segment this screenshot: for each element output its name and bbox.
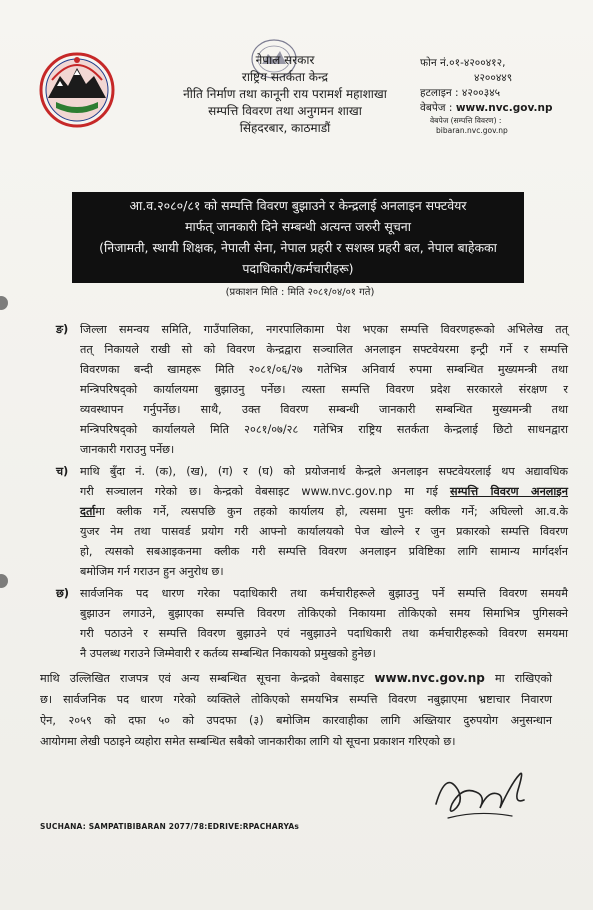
hotline-number: ४२००३४५ (461, 87, 501, 99)
closing-line: आयोगमा लेखी पठाइने व्यहोरा समेत सम्बन्धित सबैको जानकारीका लागि यो सूचना प्रकाशन गरिएको छ। (40, 735, 456, 748)
online-registration-link-cont[interactable]: दर्ता (80, 505, 96, 518)
website-label: वेबपेज : (420, 102, 453, 114)
signature-icon (428, 760, 538, 830)
email-link[interactable]: bibaran.nvc.gov.np (436, 126, 508, 135)
item-line: हो, त्यसको सबआइकनमा क्लीक गरी सम्पत्ति विवरण अनलाइन प्रविष्टिका लागि सामान्य मार्गदर्शन (80, 545, 568, 558)
item-line: सार्वजनिक पद धारण गरेका पदाधिकारी तथा कर्मचारीहरूले बुझाउनु पर्ने सम्पत्ति विवरण समयमै (80, 587, 568, 600)
banner-line: मार्फत् जानकारी दिने सम्बन्धी अत्यन्त जरुरी सूचना (185, 219, 411, 234)
publication-date: (प्रकाशन मिति : मिति २०८१/०४/०१ गते) (225, 287, 375, 298)
item-mark: च) (56, 465, 69, 478)
org-line-division: नीति निर्माण तथा कानूनी राय परामर्श महाशाखा (183, 87, 387, 101)
phone-number-2: ४२००४४९ (474, 72, 513, 84)
closing-line: छ। सार्वजनिक पद धारण गरेको व्यक्तिले तोकिएको समयभित्र सम्पत्ति विवरण नबुझाएमा भ्रष्टाचार निवारण (40, 693, 552, 706)
hotline-label: हटलाइन : (420, 87, 459, 99)
online-registration-link[interactable]: सम्पत्ति विवरण अनलाइन (450, 485, 568, 498)
item-line: तत् निकायले राखी सो को विवरण केन्द्रद्वारा सञ्चालित अनलाइन सफ्टवेयरमा इन्ट्री गर्ने र सम्पत्ति (80, 343, 568, 356)
website-link[interactable]: www.nvc.gov.np (455, 102, 553, 114)
email-label: वेबपेज (सम्पत्ति विवरण) : (430, 116, 502, 125)
item-line: गरी पठाउने र सम्पत्ति विवरण बुझाउने एवं नबुझाउने पदाधिकारी तथा कर्मचारीहरूको विवरण समयमा (80, 627, 568, 640)
item-line: बुझाउन लगाउने, बुझाएका सम्पत्ति विवरण तोकिएको निकायमा तोकिएको समय सिमाभित्र पुगिसक्ने (80, 607, 568, 620)
notice-title-banner (72, 192, 524, 283)
notice-items (56, 320, 568, 664)
binder-hole (0, 296, 8, 310)
phone-label: फोन नं. (420, 57, 450, 69)
website-link[interactable]: www.nvc.gov.np (374, 671, 485, 685)
binder-hole (0, 574, 8, 588)
item-text: मा क्लीक गर्ने, त्यसपछि कुन तहको कार्यालय हो, त्यसमा पुनः क्लीक गर्ने; अघिल्लो आ.व.के (95, 505, 568, 518)
item-line: माथि बुँदा नं. (क), (ख), (ग) र (घ) को प्रयोजनार्थ केन्द्रले अनलाइन सफ्टवेयरलाई थप अद्यावधिक (80, 465, 568, 478)
item-line: मन्त्रिपरिषद्को कार्यालयले मिति २०८१/०७/२८ गतेभित्र राष्ट्रिय सतर्कता केन्द्रलाई छिटो साधनद्वारा (80, 423, 568, 436)
item-line: जिल्ला समन्वय समिति, गाउँपालिका, नगरपालिकामा पेश भएका सम्पत्ति विवरणहरूको अभिलेख तत् (80, 323, 568, 336)
banner-line: पदाधिकारी/कर्मचारीहरू) (242, 261, 354, 276)
banner-line: आ.व.२०८०/८१ को सम्पत्ति विवरण बुझाउने र केन्द्रलाई अनलाइन सफ्टवेयर (129, 198, 467, 213)
item-line (80, 482, 568, 502)
list-item (56, 320, 568, 460)
org-line-center: राष्ट्रिय सतर्कता केन्द्र (241, 70, 329, 84)
office-header (150, 52, 420, 137)
list-item (56, 584, 568, 664)
closing-paragraph (40, 668, 552, 752)
item-mark: ङ) (56, 323, 69, 336)
closing-text: मा राखिएको (484, 672, 552, 685)
contact-block (420, 56, 580, 136)
item-line: बमोजिम गर्न गराउन हुन अनुरोध छ। (80, 565, 224, 578)
item-line (80, 502, 568, 522)
item-line: मन्त्रिपरिषद्को कार्यालयमा बुझाउनु पर्नेछ। त्यस्ता सम्पत्ति विवरण प्रदेश सरकारले संरक्षण र (80, 383, 568, 396)
closing-text: माथि उल्लिखित राजपत्र एवं अन्य सम्बन्धित सूचना केन्द्रको वेबसाइट (40, 672, 375, 685)
closing-line: ऐन, २०५९ को दफा ५० को उपदफा (३) बमोजिम कारवाहीका लागि अख्तियार दुरुपयोग अनुसन्धान (40, 714, 552, 727)
nepal-emblem-icon (38, 50, 116, 128)
banner-line: (निजामती, स्थायी शिक्षक, नेपाली सेना, नेपाल प्रहरी र सशस्त्र प्रहरी बल, नेपाल बाहेकका (99, 240, 497, 255)
org-line-address: सिंहदरबार, काठमाडौं (239, 121, 331, 135)
org-line-section: सम्पत्ति विवरण तथा अनुगमन शाखा (208, 104, 362, 118)
item-line: युजर नेम तथा पासवर्ड प्रयोग गरी आफ्नो कार्यालयको पेज खोल्ने र जुन प्रकारको सम्पत्ति विवरण (80, 525, 568, 538)
item-mark: छ) (56, 587, 69, 600)
item-line: नै उपलब्ध गराउने जिम्मेवारी र कर्तव्य सम्बन्धित निकायको प्रमुखको हुनेछ। (80, 647, 376, 660)
item-line: विवरणका बन्दी खामहरू मिति २०८१/०६/२७ गतेभित्र अनिवार्य रुपमा सम्बन्धित मुख्यमन्त्री तथा (80, 363, 568, 376)
closing-line (40, 668, 552, 689)
document-reference: SUCHANA: SAMPATIBIBARAN 2077/78:EDRIVE:RPACHARYAs (40, 822, 300, 831)
org-line-gov: नेपाल सरकार (255, 53, 315, 67)
item-line: व्यवस्थापन गर्नुपर्नेछ। साथै, उक्त विवरण सम्बन्धी जानकारी सम्बन्धित मुख्यमन्त्री तथा (80, 403, 568, 416)
item-text: गरी सञ्चालन गरेको छ। केन्द्रको वेबसाइट www.nvc.gov.np मा गई (80, 485, 451, 498)
list-item (56, 462, 568, 582)
item-line: जानकारी गराउनु पर्नेछ। (80, 443, 175, 456)
phone-number: ०१-४२००४१२, (449, 57, 506, 69)
